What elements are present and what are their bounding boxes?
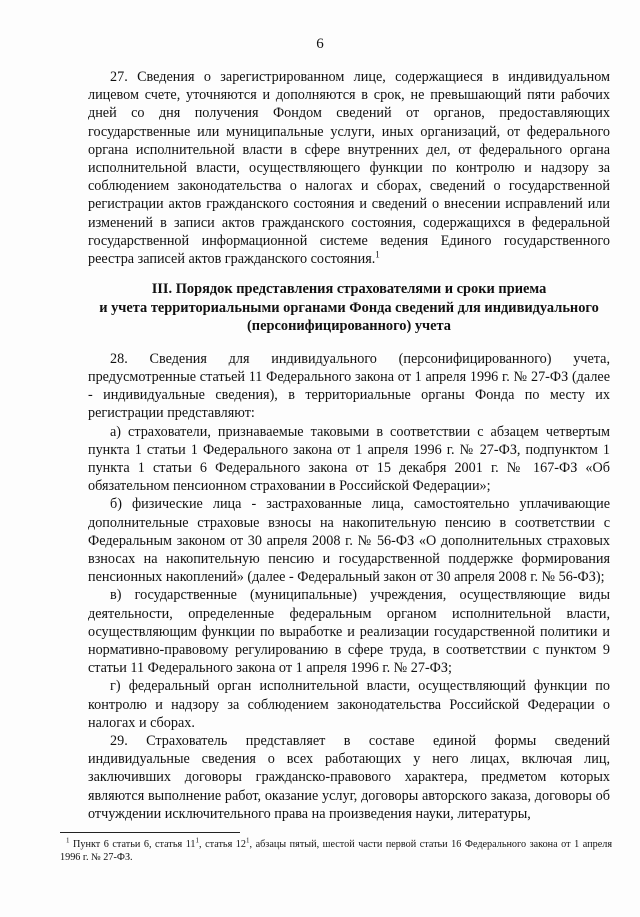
subparagraph-a: а) страхователи, признаваемые таковыми в соответствии с абзацем четвертым пункта 1 статьи 1 Федерального закона от 1 апреля 1996 г. № 27-ФЗ, подпунктом 1 пункта 1 статьи 6 Федерального закона от 15 декабря 2001 г. № 167-ФЗ «Об обязательном пенсионном страховании в Российской Федерации»; — [88, 423, 610, 495]
footnote-marker: 1 — [66, 836, 70, 845]
document-body — [88, 68, 610, 823]
section-heading-line-1: III. Порядок представления страхователями и сроки приема — [151, 281, 547, 298]
paragraph-28: 28. Сведения для индивидуального (персонифицированного) учета, предусмотренные статьей 11 Федерального закона от 1 апреля 1996 г. № 27-ФЗ (далее - индивидуальные сведения), в территориальные органы Фонда по месту их регистрации представляют: — [88, 350, 610, 422]
subparagraph-g: г) федеральный орган исполнительной власти, осуществляющий функции по контролю и надзору за соблюдением законодательства Российской Федерации о налогах и сборах. — [88, 678, 610, 731]
subparagraph-v: в) государственные (муниципальные) учреждения, осуществляющие виды деятельности, определенные федеральным органом исполнительной власти, осуществляющим функции по выработке и реализации государственной политики и нормативно-правовому регулированию в сфере труда, в соответствии с пунктом 9 статьи 11 Федерального закона от 1 апреля 1996 г. № 27-ФЗ; — [88, 587, 610, 677]
subparagraph-b: б) физические лица - застрахованные лица, самостоятельно уплачивающие дополнительные страховые взносы на накопительную пенсию в соответствии с Федеральным законом от 30 апреля 2008 г. № 56-ФЗ «О дополнительных страховых взносах на накопительную пенсию и государственной поддержке формирования пенсионных накоплений» (далее - Федеральный закон от 30 апреля 2008 г. № 56-ФЗ); — [88, 496, 610, 586]
footnote-reference[interactable]: 1 — [375, 249, 380, 260]
footnote-divider — [60, 832, 240, 833]
footnote-sup-1: 1 — [195, 836, 200, 845]
section-heading-line-3: (персонифицированного) учета — [247, 318, 451, 335]
footnote — [60, 838, 612, 864]
section-heading-line-2: и учета территориальными органами Фонда сведений для индивидуального — [99, 299, 599, 316]
footnote-text-part-1: Пункт 6 статьи 6, статья 11 — [73, 839, 196, 850]
section-heading — [88, 280, 610, 336]
footnote-sup-2: 1 — [246, 836, 250, 845]
paragraph-27 — [88, 68, 610, 268]
footnote-text-part-2: , статья 12 — [199, 839, 246, 850]
footnote-text-part-3: , абзацы пятый, шестой части первой статьи 16 Федерального закона от 1 апреля 1996 г. № 27-ФЗ. — [60, 839, 612, 863]
paragraph-29: 29. Страхователь представляет в составе единой формы сведений индивидуальные сведения о всех работающих у него лицах, включая лиц, заключивших договоры гражданско-правового характера, предметом которых являются выполнение работ, оказание услуг, договоры авторского заказа, договоры об отчуждении исключительного права на произведения науки, литературы, — [88, 733, 610, 822]
page-number: 6 — [316, 36, 324, 52]
paragraph-27-text: 27. Сведения о зарегистрированном лице, содержащиеся в индивидуальном лицевом счете, уточняются и дополняются в срок, не превышающий пяти рабочих дней со дня получения Фондом сведений от органов, предоставляющих государственные или муниципальные услуги, иных организаций, от федерального органа исполнительной власти в сфере внутренних дел, от федерального органа исполнительной власти, осуществляющего функции по контролю и надзору за соблюдением законодательства о налогах и сборах, сведений о государственной регистрации актов гражданского состояния и сведений о внесении исправлений или изменений в записи актов гражданского состояния, содержащихся в федеральной государственной информационной системе ведения Единого государственного реестра записей актов гражданского состояния. — [88, 69, 610, 268]
